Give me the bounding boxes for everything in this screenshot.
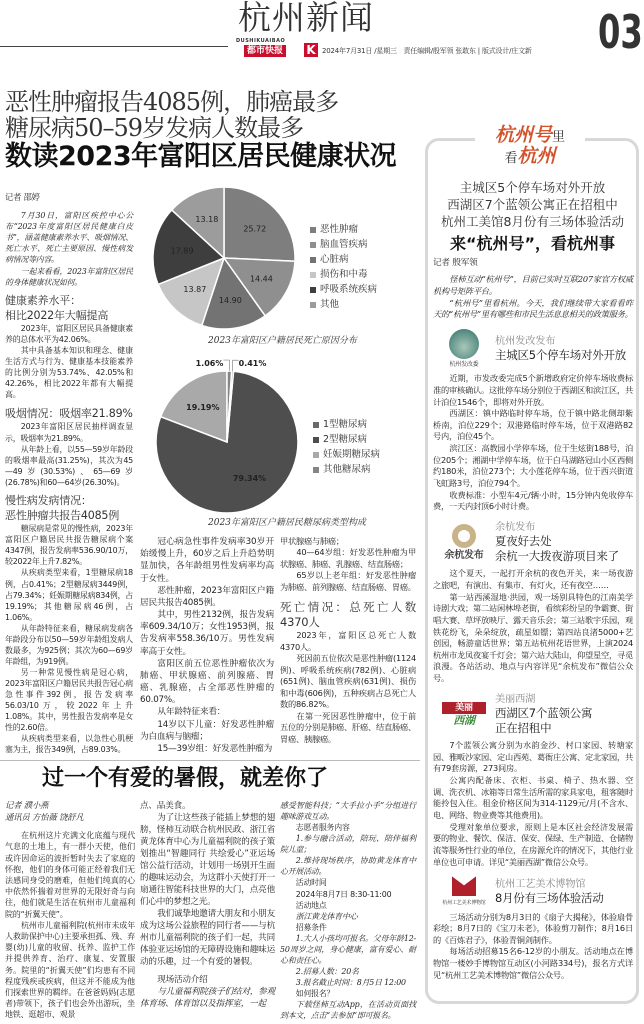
legend-label: 妊娠期糖尿病 xyxy=(323,449,381,460)
paragraph: 三场活动分别为8月3日的《扇子大揭秘》，体验扇骨彩绘；8月7日的《宝刀未老》，体验剪刀制作；8月16日的《百炼君子》，体验青铜剑制作。 xyxy=(433,911,633,945)
pie-value-label: 13.87 xyxy=(183,285,207,295)
body xyxy=(140,812,275,968)
summer-headline: 过一个有爱的暑假，就差你了 xyxy=(42,766,329,791)
paragraph: 近期，市发改委完成5个新增政府定价停车场收费标准的审核确认。这批停车场分别位于西湖区和滨江区，共计泊位1546个，即将对外开放。 xyxy=(433,373,633,407)
body xyxy=(280,822,416,1021)
health-column-2 xyxy=(140,536,274,755)
legend-item xyxy=(313,447,380,462)
logo-caption: 余杭发布 xyxy=(444,549,484,561)
legend-label: 2型糖尿病 xyxy=(323,434,368,445)
paragraph: 怪柿互动“杭州号”，目前已实时互联207家官方权威机构号矩阵平台。 xyxy=(433,274,633,297)
legend-item xyxy=(310,252,377,267)
item-body xyxy=(433,373,633,513)
paragraph: 一起来看看，2023年富阳区居民的身体健康状况如何。 xyxy=(5,266,133,287)
legend-swatch xyxy=(313,437,319,443)
section-heading: 相比2022年大幅提高 xyxy=(5,308,109,322)
item-title: 夏夜好去处 xyxy=(495,534,552,549)
section-heading: 吸烟情况：吸烟率21.89% xyxy=(5,407,133,421)
paragraph: 在杭州这片充满文化底蕴与现代气息的土地上，有一群小天使，他们或许因命运的波折暂时失去了家庭的怀抱，他们的身体可能正经着我们无法感同身受的磨难，但他们纯真的心中依然怀揣着对世界的无限好奇与向往，他们就是生活在杭州市儿童福利院的“折翼天使”。 xyxy=(5,831,135,919)
paragraph: 从疾病类型来看，1型糖尿病18例，占0.41%；2型糖尿病3449例，占79.34%；妊娠期糖尿病834例，占19.19%；其他糖尿病46例，占1.06%。 xyxy=(5,568,133,622)
paragraph: 第一站西溪湿地·洪园，观一场别具特色的江南美学诗剧大戏；第二站闲林埠老街，看缤彩纷呈的争霸赛、街唱大赛、草坪放映厅、露天音乐会；第三站歌宇乐园，观铁花纷飞，朵朵绽放，疏星如镖；第四站良渚5000+艺创园，畅游童话世界；第五站杭州花语世界，上演2024杭州市龙凤夜宴千灯会；第六站大陆山，仰望星空，寻觅浪漫。各站活动、地点与内容详见“余杭发布”微信公众号。 xyxy=(433,591,633,684)
paragraph: 1.参与融合活动，陪玩、陪伴福利院儿童； xyxy=(280,834,416,855)
paragraph: 受理对象单位要求，原则上是本区社会经济发展需要的物业、餐饮、保洁、保安、保绿、生产制造、仓储物流等服务性行业的单位，在房源允许的情况下，其他行业单位也可申请。详见“美丽西湖”微信公众号。 xyxy=(433,821,633,867)
legend-item xyxy=(310,237,377,252)
paragraph: 2.招募人数：20名 xyxy=(295,966,359,976)
item-title: 余杭一大拨夜游项目来了 xyxy=(495,549,619,564)
logo-text: 杭州 xyxy=(517,145,556,167)
hzfg-logo xyxy=(433,329,495,369)
section-body xyxy=(280,547,416,593)
logo-caption: 杭州发改委 xyxy=(449,361,479,369)
pie1-legend xyxy=(310,222,377,312)
city-logo-icon xyxy=(449,329,479,359)
legend-swatch xyxy=(310,272,316,278)
pie2-legend xyxy=(313,417,380,477)
paragraph: 死因前五位依次是恶性肿瘤(1124例)、呼吸系统疾病(782例)、心脏病(651例)、脑血管疾病(631例)、损伤和中毒(606例)，五种疾病占总死亡人数的86.82%。 xyxy=(280,653,416,710)
health-column-1 xyxy=(5,192,133,756)
intro xyxy=(433,274,633,321)
paragraph: 从年龄特征来看，糖尿病发病各年龄段分布以50—59岁年龄组发病人数最多，为925例；其次为60—69岁年龄组，为919例。 xyxy=(5,623,133,666)
yuhang-logo xyxy=(433,524,495,562)
account-craft-museum[interactable] xyxy=(433,876,633,907)
pie2-caption: 2023年富阳区户籍居民糖尿病类型构成 xyxy=(208,518,366,528)
item-title: 正在招租中 xyxy=(495,721,552,736)
divider xyxy=(0,760,420,761)
section-title: 杭州新闻 xyxy=(238,0,374,37)
logo-text: 杭州号 xyxy=(494,124,552,146)
paragraph: “杭州号”里看杭州。今天，我们继续带大家看看昨天的“杭州号”里有哪些和市民生活息息相关的政策服务。 xyxy=(433,297,633,320)
account-yuhang[interactable] xyxy=(433,521,633,564)
paragraph: 西湖区：镇中路临时停车场，位于镇中路北侧却紫桥南，泊位229个；双港路临时停车场，位于双港路82号内，泊位45个。 xyxy=(433,408,633,442)
section-heading: 健康素养水平： xyxy=(5,294,81,308)
account-name: 美丽西湖 xyxy=(495,692,536,705)
account-name: 杭州工艺美术博物馆 xyxy=(495,877,586,890)
paragraph: 每场活动招募15名6-12岁的小朋友。活动地点在博物馆一楼妙手博物馆互动区(小河路334号)，报名方式详见“杭州工艺美术博物馆”微信公众号。 xyxy=(433,946,633,980)
paragraph: 14岁以下儿童：好发恶性肿瘤为白血病与脑瘤； xyxy=(140,719,274,742)
paragraph: 感受智能科技；“大手拉小手”分组进行趣味游戏互动。 xyxy=(280,801,416,822)
pie-value-label: 1.06% xyxy=(195,359,224,369)
item-body xyxy=(433,740,633,868)
byline: 记者 殷军领 xyxy=(433,258,478,268)
subheading: 如何报名？ xyxy=(295,989,335,999)
paragraph: 杭州市儿童福利院(杭州市未成年人救助保护中心)主要承担孤、残、弃婴(幼)儿童的收留、抚养、监护工作并提供养育、治疗、康复、安置服务。院里的“折翼天使”们均患有不同程度残疾或疾病，但这并不能成为他们探索世界的羁绊。在爸爸妈妈(志愿者)带领下，孩子们也会外出游玩，坐地铁、逛超市、观景 xyxy=(5,920,135,1020)
paragraph: 从年龄上看，以55—59岁年龄段的吸烟率最高(31.25%)，其次为45—49岁(30.53%)、65—69岁(26.78%)和60—64岁(26.30%)。 xyxy=(5,444,133,487)
item-title: 8月份有三场体验活动 xyxy=(495,891,604,906)
legend-label: 1型糖尿病 xyxy=(323,419,368,430)
headline-1: 恶性肿瘤报告4085例，肺癌最多 xyxy=(5,88,339,116)
account-xihu[interactable] xyxy=(433,693,633,736)
sidebar-subtitle: 杭州工美馆8月份有三场体验活动 xyxy=(441,214,624,229)
paragraph: 2023年，富阳区居民具备健康素养的总体水平为42.06%。 xyxy=(5,324,133,345)
paragraph: 下载怪柿互动App，在活动页面找到本文，点击“去参加”即可报名。 xyxy=(280,1000,416,1021)
pie-value-label: 17.89 xyxy=(170,246,194,256)
paragraph: 2023年，富阳区总死亡人数4370人。 xyxy=(280,630,416,652)
logo-caption: 杭州工艺美术博物馆 xyxy=(442,900,486,907)
paragraph: 3.报名截止时间：8月5日 12:00 xyxy=(295,978,406,987)
sidebar-subtitle: 主城区5个停车场对外开放 xyxy=(459,180,606,195)
subheading: 招募条件 xyxy=(295,922,327,932)
legend-label: 其他糖尿病 xyxy=(323,464,371,475)
section-heading: 慢性病发病情况： xyxy=(5,494,92,508)
section-body xyxy=(280,630,416,745)
summer-column-1 xyxy=(5,800,135,1020)
intro xyxy=(5,210,133,287)
hangzhou-hao-logo xyxy=(475,124,585,166)
health-column-3 xyxy=(280,536,416,745)
sidebar-content xyxy=(433,257,633,981)
pie-value-label: 0.41% xyxy=(238,359,267,369)
section-body xyxy=(5,523,133,755)
paragraph: 浙江黄龙体育中心 xyxy=(295,911,358,921)
pie-value-label: 79.34% xyxy=(232,474,267,484)
legend-label: 恶性肿瘤 xyxy=(320,224,359,235)
legend-item xyxy=(310,222,377,237)
legend-swatch xyxy=(313,452,319,458)
paragraph: 恶性肿瘤，2023年富阳区户籍居民共报告4085例。 xyxy=(140,585,274,608)
museum-logo-icon xyxy=(452,876,476,896)
subheading: 活动地点 xyxy=(295,900,327,910)
item-title: 西湖区7个蓝领公寓 xyxy=(495,706,593,721)
paragraph: 7月30日，富阳区疾控中心公布“2023年度富阳区居民健康白皮书”，涵盖健康素养水平、吸烟情况、死亡水平、死亡主要原因、慢性病发病情况等内容。 xyxy=(5,211,133,265)
summer-column-2 xyxy=(140,800,275,1010)
leader-line xyxy=(223,360,229,371)
paragraph: 与儿童福利院孩子们结对，参观体育场、体育馆以及指挥室，一起 xyxy=(140,986,275,1009)
dateline: 2024年7月31日 /星期三 责任编辑/殷军领 张敢东 | 版式设计/庄文新 xyxy=(322,47,532,55)
legend-label: 心脏病 xyxy=(320,254,349,265)
item-title: 主城区5个停车场对外开放 xyxy=(495,348,627,363)
paragraph: 7个蓝领公寓分别为水韵金沙、村口家园、转塘家园、雅畈沙家园、定山西苑、葛衙庄公寓、定北家园，共有79套房源，273间房。 xyxy=(433,740,633,774)
legend-swatch xyxy=(310,287,316,293)
logo-caption: 西湖 xyxy=(453,713,475,727)
museum-logo xyxy=(433,876,495,907)
legend-item xyxy=(310,267,377,282)
item-body xyxy=(433,568,633,684)
section-body xyxy=(5,323,133,400)
legend-swatch xyxy=(310,242,316,248)
subheading: 活动时间 xyxy=(295,878,327,888)
pie-value-label: 14.90 xyxy=(218,296,242,306)
logo-text: 看 xyxy=(504,151,518,166)
paragraph: 我们诚挚地邀请大朋友和小朋友成为这场公益旅程的同行者——与杭州市儿童福利院的孩子们一起，共同体验亚运场馆的无障碍设施和趣味运动的乐趣，过一个有爱的暑假。 xyxy=(140,909,275,968)
paragraph: 甲状腺癌与肺癌； xyxy=(280,536,344,546)
headline-2: 糖尿病50–59岁发病人数最多 xyxy=(5,114,304,142)
legend-item xyxy=(310,297,377,312)
brand-english: DUSHIKUAIBAO xyxy=(236,38,286,44)
pie-value-label: 19.19% xyxy=(186,402,220,412)
paragraph: 为了让这些孩子能插上梦想的翅膀，怪柿互动联合杭州民政、浙江省黄龙体育中心为儿童福利院的孩子策划推出“智趣同行 共绘爱心”亚运场馆公益行活动，计划用一场别开生面的趣味运动会，为这群小天使打开一扇通往智能科技世界的大门，点亮他们心中的梦想之光。 xyxy=(140,813,275,908)
legend-swatch xyxy=(313,467,319,473)
xihu-logo xyxy=(433,702,495,728)
item-body xyxy=(433,912,633,982)
paragraph: 2023年富阳区居民抽样调查显示，吸烟率为21.89%。 xyxy=(5,422,133,443)
paragraph: 糖尿病是常见的慢性病，2023年富阳区户籍居民共报告糖尿病个案4347例，报告发病率536.90/10万，较2022年上升7.82%。 xyxy=(5,524,133,567)
byline: 通讯员 方怡薇 饶舒凡 xyxy=(5,811,84,822)
k-logo-icon: K xyxy=(304,43,318,57)
sidebar-title: 来“杭州号”，看杭州事 xyxy=(449,234,616,253)
legend-item xyxy=(313,432,380,447)
section-heading: 恶性肿瘤共报告4085例 xyxy=(5,508,120,522)
account-name: 杭州发改发布 xyxy=(495,335,556,347)
pie-value-label: 14.44 xyxy=(249,274,273,284)
account-name: 余杭发布 xyxy=(495,521,536,534)
paragraph: 2.维持现场秩序，协助黄龙体育中心开展活动。 xyxy=(280,856,416,877)
paragraph: 1.大人小孩均可报名。父母年龄12-50周岁之间，身心健康，富有爱心、耐心和责任心。 xyxy=(280,933,416,965)
paragraph: 点、品美食。 xyxy=(140,801,191,811)
paragraph: 富阳区前五位恶性肿瘤依次为肺癌、甲状腺癌、前列腺癌、胃癌、乳腺癌，占全部恶性肿瘤的60.07%。 xyxy=(140,658,274,706)
paragraph: 从疾病类型来看，以急性心肌梗塞为主，报告349例，占89.03%。 xyxy=(5,734,133,755)
paragraph: 收费标准：小型车4元/辆·小时，15分钟内免收停车费，一天内封顶6小时计费。 xyxy=(433,489,633,512)
subheading: 现场活动介绍 xyxy=(157,974,208,985)
pie1-caption: 2023年富阳区户籍居民死亡原因分布 xyxy=(208,336,357,346)
paragraph: 滨江区：高教园小学停车场，位于生炫街188号，泊位205个；湘湖中学停车场，位于白马湖路冠山小区西侧约180米，泊位273个；大小莲花停车场，位于西兴街道飞虹路3号，泊位794个。 xyxy=(433,443,633,488)
paragraph: 40—64岁组：好发恶性肿瘤为甲状腺癌、肺癌、乳腺癌、结直肠癌； xyxy=(280,547,416,569)
legend-label: 损伤和中毒 xyxy=(320,269,368,280)
paragraph: 冠心病急性事件发病率30岁开始缓慢上升，60岁之后上升趋势明显加快，各年龄组男性发病率均高于女性。 xyxy=(140,537,274,584)
paragraph: 其中具备基本知识和理念、健康生活方式与行为、健康基本技能素养的比例分别为53.74%、42.05%和42.26%，相比2022年都有大幅提高。 xyxy=(5,346,133,400)
legend-swatch xyxy=(313,422,319,428)
section-body xyxy=(5,421,133,487)
sidebar-subtitle: 西湖区7个蓝领公寓正在招租中 xyxy=(447,197,618,212)
page-number: 03 xyxy=(598,5,643,59)
account-hzfg[interactable] xyxy=(433,329,633,369)
paragraph: 在第一死因恶性肿瘤中，位于前五位的分别是肺癌、肝癌、结直肠癌、胃癌、胰腺癌。 xyxy=(280,710,416,744)
summer-column-3 xyxy=(280,800,416,1021)
paragraph: 从年龄特征来看： xyxy=(157,707,226,718)
legend-swatch xyxy=(310,257,316,263)
ring-logo-icon xyxy=(452,524,476,548)
headline-main: 数读2023年富阳区居民健康状况 xyxy=(5,141,397,172)
legend-swatch xyxy=(310,227,316,233)
subheading: 2024年8月7日 8:30-11:00 xyxy=(295,889,392,899)
paragraph: 15—39岁组：好发恶性肿瘤为 xyxy=(157,743,273,754)
paragraph: 65岁以上老年组：好发恶性肿瘤为肺癌、前列腺癌、结直肠癌、胃癌。 xyxy=(280,570,416,592)
header-rule xyxy=(0,46,228,47)
legend-item xyxy=(313,417,380,432)
section-heading: 死亡情况：总死亡人数4370人 xyxy=(280,600,416,630)
subheading: 志愿者服务内容 xyxy=(295,823,350,833)
legend-swatch xyxy=(310,302,316,308)
body xyxy=(5,830,135,1020)
legend-item xyxy=(310,282,377,297)
byline: 记者 濮小燕 xyxy=(5,800,49,810)
paragraph: 公寓内配备床、衣柜、书桌、椅子、热水器、空调、洗衣机、冰箱等日常生活所需的家具家电，租客随时能拎包入住。租金价格区间为314-1129元/月(不含水、电、网络、物业费等其他费用)。 xyxy=(433,775,633,821)
pie-value-label: 25.72 xyxy=(243,224,267,234)
pie-value-label: 13.18 xyxy=(195,214,219,224)
paragraph: 这个夏天，一起打开余杭的夜色开关，来一场夜游之旅吧，有演出、有集市、有灯火，还有夜空…… xyxy=(433,568,633,590)
paragraph: 其中，男性2132例，报告发病率609.34/10万；女性1953例，报告发病率558.36/10万。男性发病率高于女性。 xyxy=(140,610,274,657)
paragraph: 另一种常见慢性病是冠心病，2023年富阳区户籍居民共报告冠心病急性事件392例，报告发病率56.03/10万，较2022年上升1.08%。其中，男性报告发病率是女性的2.60倍。 xyxy=(5,668,133,733)
logo-text: 里 xyxy=(552,130,566,145)
byline: 记者 邵婷 xyxy=(5,192,40,202)
legend-label: 脑血管疾病 xyxy=(320,239,368,250)
legend-label: 呼吸系统疾病 xyxy=(320,284,378,295)
legend-label: 其他 xyxy=(320,299,340,310)
legend-item xyxy=(313,462,380,477)
death-cause-pie-chart xyxy=(140,180,420,332)
brand-logo: 都市快报 xyxy=(244,45,286,57)
logo-banner: 美丽 xyxy=(442,702,486,714)
